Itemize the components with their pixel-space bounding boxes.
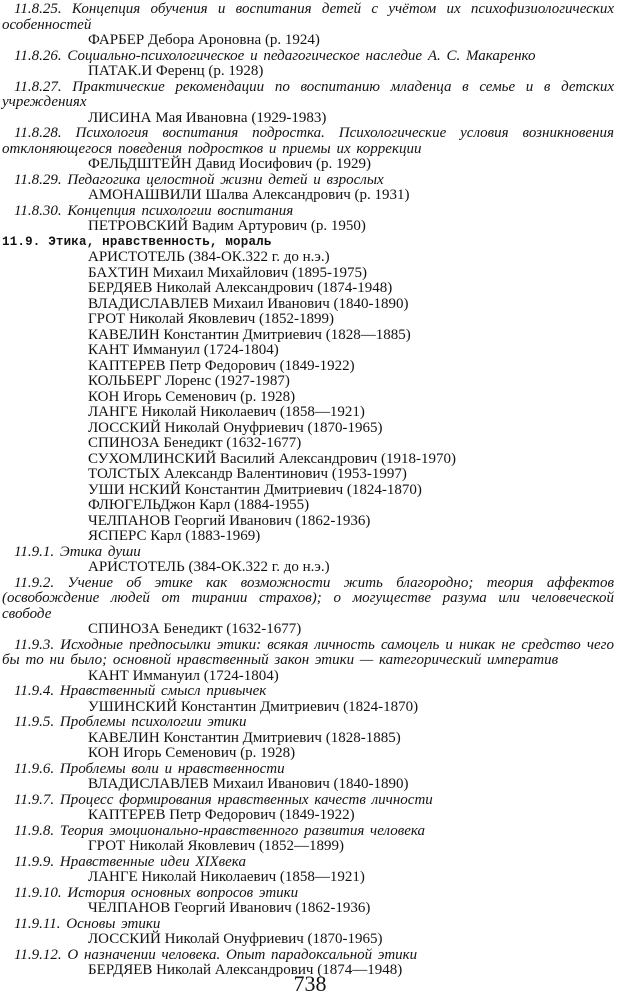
person-entry: БЕРДЯЕВ Николай Александрович (1874—1948) xyxy=(88,962,403,978)
person-entry: КОЛЬБЕРГ Лоренс (1927-1987) xyxy=(88,373,290,389)
topic-heading: 11.9.2. Учение об этике как возможности жить благородно; теория аффектов (освобождение людей от тирании страхов); о могуществе разума или человеческой свободе xyxy=(2,574,614,622)
person-entry: СУХОМЛИНСКИЙ Василий Александрович (1918-1970) xyxy=(88,450,457,467)
person-entry: СПИНОЗА Бенедикт (1632-1677) xyxy=(88,621,302,637)
topic-heading: 11.9.6. Проблемы воли и нравственности xyxy=(14,760,285,777)
toc-entry xyxy=(2,886,614,917)
toc-entry xyxy=(2,204,614,235)
person-entry: АМОНАШВИЛИ Шалва Александрович (р. 1931) xyxy=(88,187,410,203)
person-entry: КАПТЕРЕВ Петр Федорович (1849-1922) xyxy=(88,807,355,823)
person-entry: ФАРБЕР Дебора Ароновна (р. 1924) xyxy=(88,32,320,48)
toc-entry xyxy=(2,80,614,127)
section-heading: 11.9. Этика, нравственность, мораль xyxy=(2,234,272,249)
topic-heading: 11.9.7. Процесс формирования нравственных качеств личности xyxy=(14,791,433,808)
person-entry: ТОЛСТЫХ Александр Валентинович (1953-1997) xyxy=(88,466,407,482)
person-entry: ЛАНГЕ Николай Николаевич (1858—1921) xyxy=(88,404,365,420)
topic-heading: 11.8.25. Концепция обучения и воспитания детей с учётом их психофизиологических особенностей xyxy=(2,1,614,33)
person-entry: БАХТИН Михаил Михайлович (1895-1975) xyxy=(88,264,367,281)
topic-heading: 11.9.10. История основных вопросов этики xyxy=(14,884,299,901)
topic-heading: 11.9.8. Теория эмоционально-нравственного развития человека xyxy=(14,822,426,839)
toc-entry xyxy=(2,126,614,173)
person-entry: АРИСТОТЕЛЬ (384-ОК.322 г. до н.э.) xyxy=(88,249,330,265)
person-entry: КАВЕЛИН Константин Дмитриевич (1828-1885) xyxy=(88,729,401,746)
toc-entry xyxy=(2,715,614,762)
toc-entry xyxy=(2,173,614,204)
toc-entry xyxy=(2,576,614,638)
page-number: 738 xyxy=(293,971,327,996)
person-entry: ЧЕЛПАНОВ Георгий Иванович (1862-1936) xyxy=(88,900,371,916)
person-entry: ЛИСИНА Мая Ивановна (1929-1983) xyxy=(88,109,327,126)
person-entry: ГРОТ Николай Яковлевич (1852—1899) xyxy=(88,838,345,854)
person-entry: КОН Игорь Семенович (р. 1928) xyxy=(88,388,296,405)
toc-entry xyxy=(2,2,614,49)
person-entry: ЛОССКИЙ Николай Онуфриевич (1870-1965) xyxy=(88,419,383,436)
person-entry: ВЛАДИСЛАВЛЕВ Михаил Иванович (1840-1890) xyxy=(88,776,409,792)
person-entry: ЛОССКИЙ Николай Онуфриевич (1870-1965) xyxy=(88,931,383,947)
person-entry: ЧЕЛПАНОВ Георгий Иванович (1862-1936) xyxy=(88,512,371,529)
person-entry: ФЛЮГЕЛЬДжон Карл (1884-1955) xyxy=(88,497,310,513)
person-entry: БЕРДЯЕВ Николай Александрович (1874-1948) xyxy=(88,280,393,296)
person-entry: КАВЕЛИН Константин Дмитриевич (1828—1885) xyxy=(88,326,411,343)
person-entry: КАНТ Иммануил (1724-1804) xyxy=(88,342,279,358)
toc-entry xyxy=(2,762,614,793)
person-entry: ПЕТРОВСКИЙ Вадим Артурович (р. 1950) xyxy=(88,218,366,234)
toc-entry xyxy=(2,638,614,685)
topic-heading: 11.9.5. Проблемы психологии этики xyxy=(14,714,247,730)
toc-entry xyxy=(2,684,614,715)
person-entry: СПИНОЗА Бенедикт (1632-1677) xyxy=(88,435,302,451)
topic-heading: 11.9.12. О назначении человека. Опыт парадоксальной этики xyxy=(14,946,418,963)
toc-entry xyxy=(2,855,614,886)
person-entry: КАПТЕРЕВ Петр Федорович (1849-1922) xyxy=(88,357,355,374)
topic-heading: 11.9.4. Нравственный смысл привычек xyxy=(14,683,267,699)
topic-heading: 11.8.30. Концепция психологии воспитания xyxy=(14,202,294,219)
toc-entry xyxy=(2,793,614,824)
person-entry: ФЕЛЬДШТЕЙН Давид Иосифович (р. 1929) xyxy=(88,156,371,172)
person-entry: ГРОТ Николай Яковлевич (1852-1899) xyxy=(88,311,334,327)
topic-heading: 11.9.3. Исходные предпосылки этики: всякая личность самоцель и никак не средство чего бы то ни было; основной нравственный закон этики — категорический императив xyxy=(2,636,614,668)
person-entry: КАНТ Иммануил (1724-1804) xyxy=(88,667,279,684)
topic-heading: 11.8.27. Практические рекомендации по воспитанию младенца в семье и в детских учреждениях xyxy=(2,78,614,110)
toc-entry xyxy=(2,235,614,545)
person-entry: ПАТАК.И Ференц (р. 1928) xyxy=(88,63,264,79)
toc-entry xyxy=(2,545,614,576)
toc-entry xyxy=(2,824,614,855)
person-entry: ЯСПЕРС Карл (1883-1969) xyxy=(88,528,261,544)
person-entry: АРИСТОТЕЛЬ (384-ОК.322 г. до н.э.) xyxy=(88,559,330,575)
person-entry: КОН Игорь Семенович (р. 1928) xyxy=(88,745,296,761)
topic-heading: 11.8.29. Педагогика целостной жизни детей и взрослых xyxy=(14,171,384,188)
person-entry: УШИ НСКИЙ Константин Дмитриевич (1824-1870) xyxy=(88,481,422,498)
toc-entry xyxy=(2,917,614,948)
topic-heading: 11.8.26. Социально-психологическое и педагогическое наследие А. С. Макаренко xyxy=(14,47,536,64)
person-entry: ВЛАДИСЛАВЛЕВ Михаил Иванович (1840-1890) xyxy=(88,295,409,312)
person-entry: ЛАНГЕ Николай Николаевич (1858—1921) xyxy=(88,869,365,885)
topic-heading: 11.9.1. Этика души xyxy=(14,543,141,560)
topic-heading: 11.8.28. Психология воспитания подростка. Психологические условия возникновения отклоняющегося поведения подростков и приемы их коррекции xyxy=(2,125,614,157)
toc-entry xyxy=(2,49,614,80)
topic-heading: 11.9.11. Основы этики xyxy=(14,915,161,932)
topic-heading: 11.9.9. Нравственные идеи XIXвека xyxy=(14,853,246,870)
person-entry: УШИНСКИЙ Константин Дмитриевич (1824-1870) xyxy=(88,698,419,715)
